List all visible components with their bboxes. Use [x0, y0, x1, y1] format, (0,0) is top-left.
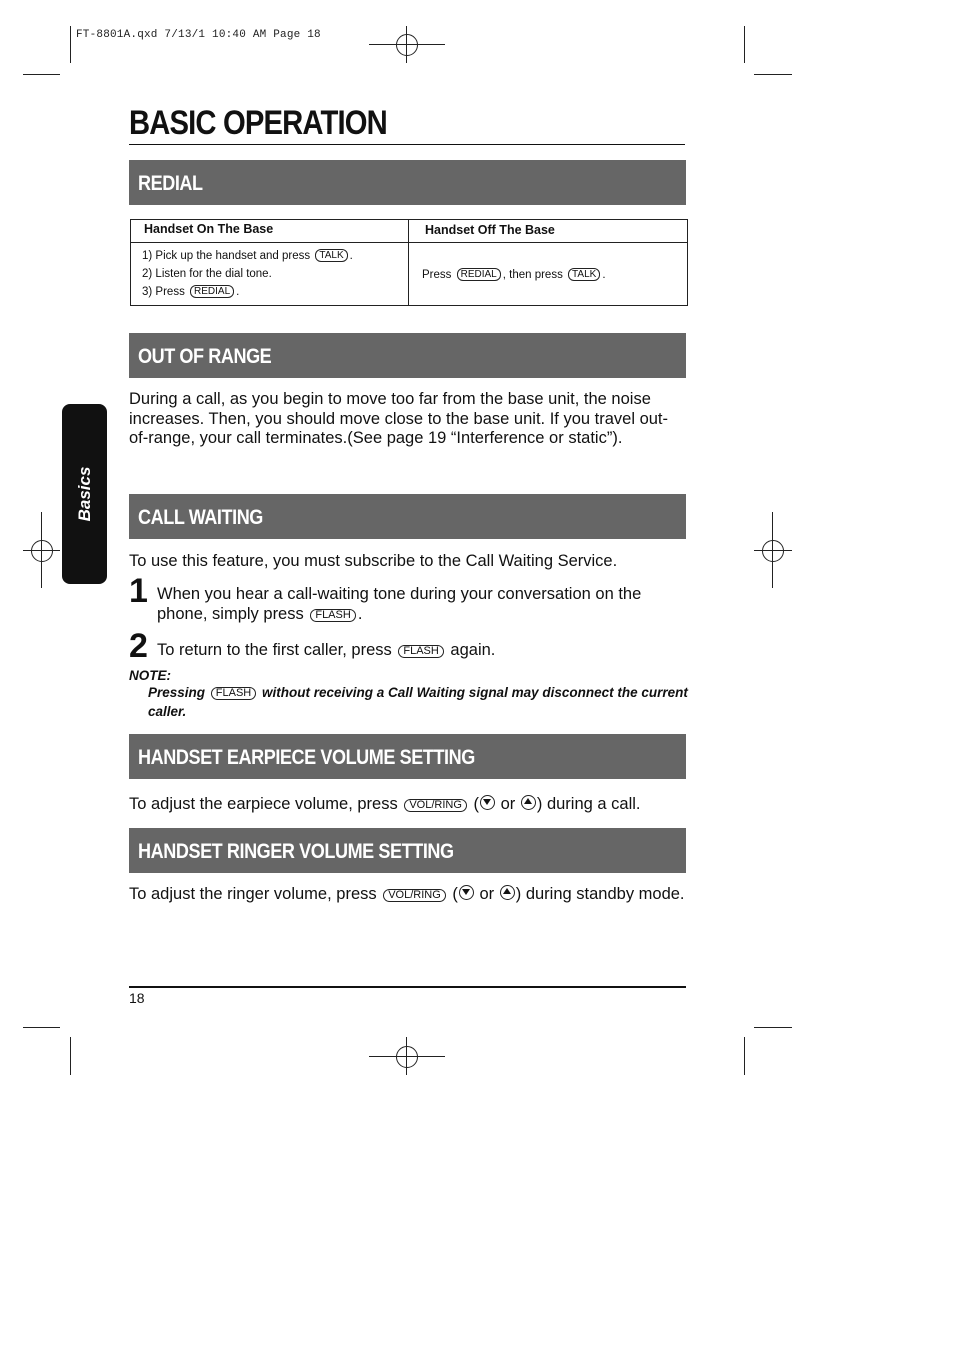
section-heading-earpiece-volume — [129, 734, 686, 779]
paragraph-fragment: or — [500, 795, 516, 813]
paragraph-fragment: ) during standby mode. — [515, 885, 685, 903]
talk-key-label: TALK — [315, 249, 347, 262]
section-heading-text: REDIAL — [138, 172, 203, 195]
crop-mark — [754, 74, 792, 75]
volume-up-arrow-icon — [521, 795, 536, 810]
list-item — [142, 283, 408, 301]
list-item — [142, 247, 408, 265]
section-heading-out-of-range — [129, 333, 686, 378]
earpiece-volume-paragraph — [129, 795, 694, 815]
paragraph-fragment: ( — [452, 885, 458, 903]
flash-key-label: FLASH — [211, 687, 256, 700]
talk-key-label: TALK — [568, 268, 600, 281]
table-header-cell — [409, 220, 688, 243]
flash-key-label: FLASH — [398, 645, 443, 658]
section-heading-ringer-volume — [129, 828, 686, 873]
step-number-1: 1 — [129, 572, 148, 610]
crop-mark — [744, 1037, 745, 1075]
step-number-2: 2 — [129, 627, 148, 665]
page-number: 18 — [129, 990, 145, 1006]
step-text: . — [236, 286, 240, 298]
volume-up-arrow-icon — [500, 885, 515, 900]
table-header-cell — [131, 220, 409, 243]
step-text: To return to the first caller, press — [157, 641, 392, 659]
col-header-on-base: Handset On The Base — [144, 222, 274, 236]
section-heading-text: OUT OF RANGE — [138, 345, 272, 368]
step-text: 1) Pick up the handset and press — [142, 250, 311, 262]
crop-mark — [70, 26, 71, 63]
flash-key-label: FLASH — [310, 609, 355, 622]
step-text: . — [602, 268, 606, 281]
print-slug: FT-8801A.qxd 7/13/1 10:40 AM Page 18 — [76, 29, 321, 41]
redial-key-label: REDIAL — [457, 268, 501, 281]
crop-mark — [23, 1027, 60, 1028]
call-waiting-step-1 — [157, 585, 689, 624]
step-text: . — [357, 604, 363, 623]
title-rule — [129, 144, 685, 145]
paragraph-fragment: ) during a call. — [536, 795, 641, 813]
out-of-range-paragraph: During a call, as you begin to move too far from the base unit, the noise increases. Then, you should move close to the base unit. If you travel out-of-range, your call terminates.(See page 19 “Interference or static”). — [129, 390, 668, 447]
redial-key-label: REDIAL — [190, 285, 234, 298]
step-text: 3) Press — [142, 286, 185, 298]
page-title: BASIC OPERATION — [129, 104, 387, 142]
paragraph-fragment: To adjust the earpiece volume, press — [129, 795, 398, 813]
paragraph-fragment: or — [479, 885, 495, 903]
col-header-off-base: Handset Off The Base — [425, 223, 555, 237]
crop-mark — [754, 1027, 792, 1028]
table-cell-off-base — [409, 243, 688, 306]
list-item: 2) Listen for the dial tone. — [142, 268, 272, 280]
note-fragment: without receiving a Call Waiting signal may disconnect the current caller. — [148, 685, 688, 719]
step-text: again. — [450, 641, 496, 659]
ringer-volume-paragraph — [129, 885, 685, 905]
section-heading-call-waiting — [129, 494, 686, 539]
paragraph-fragment: To adjust the ringer volume, press — [129, 885, 377, 903]
redial-table — [130, 219, 688, 306]
side-tab-label: Basics — [74, 466, 94, 522]
vol-ring-key-label: VOL/RING — [383, 889, 446, 902]
vol-ring-key-label: VOL/RING — [404, 799, 467, 812]
crop-mark — [70, 1037, 71, 1075]
step-text: , then press — [502, 268, 563, 281]
call-waiting-intro: To use this feature, you must subscribe to the Call Waiting Service. — [129, 552, 618, 570]
section-heading-redial — [129, 160, 686, 205]
volume-down-arrow-icon — [459, 885, 474, 900]
crop-mark — [744, 26, 745, 63]
paragraph-fragment: ( — [473, 795, 479, 813]
call-waiting-step-2 — [157, 641, 689, 661]
note-fragment: Pressing — [148, 685, 206, 700]
section-heading-text: HANDSET RINGER VOLUME SETTING — [138, 840, 454, 863]
section-heading-text: HANDSET EARPIECE VOLUME SETTING — [138, 746, 475, 769]
note-label: NOTE: — [129, 668, 171, 683]
note-text — [148, 684, 688, 721]
crop-mark — [23, 74, 60, 75]
table-cell-on-base — [131, 243, 409, 306]
section-side-tab — [62, 404, 107, 584]
section-heading-text: CALL WAITING — [138, 506, 263, 529]
step-text: When you hear a call-waiting tone during your conversation on the phone, simply press — [157, 585, 642, 623]
volume-down-arrow-icon — [480, 795, 495, 810]
step-text: Press — [422, 268, 452, 281]
footer-rule — [129, 986, 686, 988]
step-text: . — [349, 250, 353, 262]
